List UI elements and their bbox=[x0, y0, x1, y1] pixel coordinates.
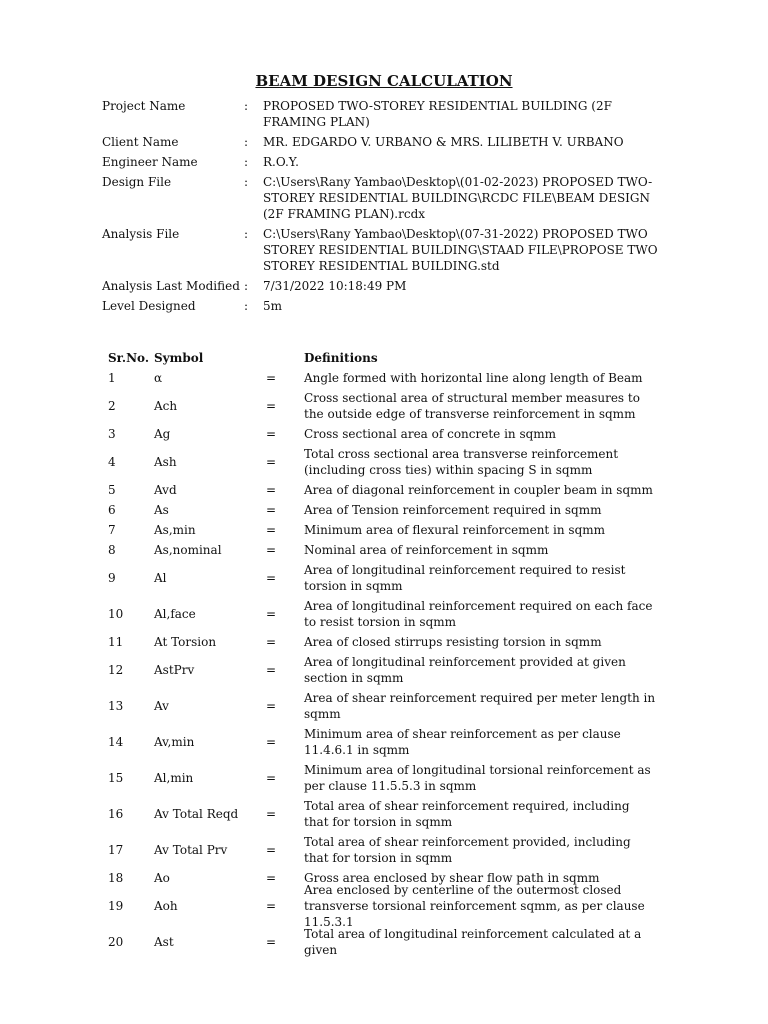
row-definition: Angle formed with horizontal line along length of Beam bbox=[304, 371, 643, 385]
info-value: C:\Users\Rany Yambao\Desktop\(07-31-2022) PROPOSED TWO STOREY RESIDENTIAL BUILDING\STAAD FILE\PROPOSE TWO STOREY RESIDENTIAL BUILDING.std bbox=[263, 227, 658, 273]
row-definition: Cross sectional area of concrete in sqmm bbox=[304, 427, 557, 441]
table-row bbox=[108, 480, 656, 500]
project-info-table bbox=[102, 98, 662, 318]
table-row bbox=[108, 796, 656, 832]
table-row bbox=[108, 368, 656, 388]
row-definition: Total area of shear reinforcement provided, including that for torsion in sqmm bbox=[304, 835, 631, 865]
definitions-header bbox=[108, 348, 656, 368]
table-row bbox=[108, 760, 656, 796]
row-number: 6 bbox=[108, 503, 116, 517]
table-row bbox=[108, 724, 656, 760]
info-label: Engineer Name bbox=[102, 155, 198, 169]
info-row bbox=[102, 174, 662, 226]
row-number: 4 bbox=[108, 455, 116, 469]
info-label: Client Name bbox=[102, 135, 179, 149]
table-row bbox=[108, 424, 656, 444]
row-number: 5 bbox=[108, 483, 116, 497]
row-equals: = bbox=[266, 455, 277, 469]
row-symbol: Ag bbox=[154, 427, 171, 441]
row-equals: = bbox=[266, 523, 277, 537]
info-value: C:\Users\Rany Yambao\Desktop\(01-02-2023) PROPOSED TWO-STOREY RESIDENTIAL BUILDING\RCDC FILE\BEAM DESIGN (2F FRAMING PLAN).rcdx bbox=[263, 175, 653, 221]
row-equals: = bbox=[266, 427, 277, 441]
row-definition: Gross area enclosed by shear flow path in sqmm bbox=[304, 871, 600, 885]
row-symbol: Al,min bbox=[154, 771, 194, 785]
row-equals: = bbox=[266, 899, 277, 913]
row-symbol: Ao bbox=[154, 871, 170, 885]
row-number: 11 bbox=[108, 635, 124, 649]
info-label: Analysis Last Modified bbox=[102, 279, 240, 293]
row-symbol: As,min bbox=[154, 523, 196, 537]
row-number: 1 bbox=[108, 371, 116, 385]
info-row bbox=[102, 154, 662, 174]
row-equals: = bbox=[266, 771, 277, 785]
row-number: 19 bbox=[108, 899, 124, 913]
table-row bbox=[108, 520, 656, 540]
row-definition: Area of longitudinal reinforcement required on each face to resist torsion in sqmm bbox=[304, 599, 653, 629]
info-row bbox=[102, 226, 662, 278]
row-definition: Total area of shear reinforcement required, including that for torsion in sqmm bbox=[304, 799, 630, 829]
table-row bbox=[108, 924, 656, 960]
table-row bbox=[108, 652, 656, 688]
info-colon: : bbox=[244, 135, 249, 149]
info-row bbox=[102, 298, 662, 318]
row-number: 12 bbox=[108, 663, 124, 677]
row-definition: Minimum area of flexural reinforcement in sqmm bbox=[304, 523, 606, 537]
info-label: Analysis File bbox=[102, 227, 180, 241]
row-symbol: At Torsion bbox=[154, 635, 217, 649]
info-colon: : bbox=[244, 99, 249, 113]
table-row bbox=[108, 596, 656, 632]
row-definition: Minimum area of longitudinal torsional reinforcement as per clause 11.5.5.3 in sqmm bbox=[304, 763, 651, 793]
table-row bbox=[108, 500, 656, 520]
info-row bbox=[102, 278, 662, 298]
row-symbol: Aoh bbox=[154, 899, 178, 913]
row-number: 3 bbox=[108, 427, 116, 441]
row-equals: = bbox=[266, 843, 277, 857]
row-equals: = bbox=[266, 935, 277, 949]
row-symbol: Al,face bbox=[154, 607, 196, 621]
row-equals: = bbox=[266, 399, 277, 413]
row-definition: Area of Tension reinforcement required in sqmm bbox=[304, 503, 602, 517]
row-equals: = bbox=[266, 663, 277, 677]
row-equals: = bbox=[266, 871, 277, 885]
row-symbol: As,nominal bbox=[154, 543, 222, 557]
row-definition: Area of diagonal reinforcement in coupler beam in sqmm bbox=[304, 483, 653, 497]
table-row bbox=[108, 540, 656, 560]
row-definition: Cross sectional area of structural member measures to the outside edge of transverse reinforcement in sqmm bbox=[304, 391, 640, 421]
row-equals: = bbox=[266, 735, 277, 749]
row-number: 10 bbox=[108, 607, 124, 621]
row-definition: Area of closed stirrups resisting torsion in sqmm bbox=[304, 635, 602, 649]
info-row bbox=[102, 98, 662, 134]
row-symbol: Ast bbox=[154, 935, 174, 949]
definitions-table bbox=[108, 348, 656, 960]
info-colon: : bbox=[244, 299, 249, 313]
table-row bbox=[108, 632, 656, 652]
info-label: Design File bbox=[102, 175, 172, 189]
info-colon: : bbox=[244, 279, 249, 293]
row-number: 16 bbox=[108, 807, 124, 821]
row-definition: Total area of longitudinal reinforcement calculated at a given bbox=[304, 927, 642, 957]
row-number: 9 bbox=[108, 571, 116, 585]
row-equals: = bbox=[266, 571, 277, 585]
row-equals: = bbox=[266, 503, 277, 517]
table-row bbox=[108, 832, 656, 868]
row-number: 13 bbox=[108, 699, 124, 713]
row-definition: Nominal area of reinforcement in sqmm bbox=[304, 543, 549, 557]
row-symbol: Ash bbox=[154, 455, 177, 469]
row-equals: = bbox=[266, 635, 277, 649]
row-symbol: Av Total Reqd bbox=[154, 807, 239, 821]
info-colon: : bbox=[244, 155, 249, 169]
row-symbol: Av bbox=[154, 699, 169, 713]
info-value: MR. EDGARDO V. URBANO & MRS. LILIBETH V. URBANO bbox=[263, 135, 624, 149]
row-definition: Area of longitudinal reinforcement provided at given section in sqmm bbox=[304, 655, 626, 685]
info-row bbox=[102, 134, 662, 154]
table-row bbox=[108, 388, 656, 424]
info-label: Project Name bbox=[102, 99, 186, 113]
info-colon: : bbox=[244, 175, 249, 189]
info-label: Level Designed bbox=[102, 299, 196, 313]
row-symbol: Avd bbox=[154, 483, 177, 497]
row-symbol: Av,min bbox=[154, 735, 195, 749]
info-value: R.O.Y. bbox=[263, 155, 299, 169]
row-number: 8 bbox=[108, 543, 116, 557]
row-number: 20 bbox=[108, 935, 124, 949]
header-definitions: Definitions bbox=[304, 351, 378, 365]
row-symbol: Av Total Prv bbox=[154, 843, 228, 857]
row-equals: = bbox=[266, 483, 277, 497]
table-row bbox=[108, 688, 656, 724]
row-symbol: Al bbox=[154, 571, 167, 585]
row-definition: Minimum area of shear reinforcement as per clause 11.4.6.1 in sqmm bbox=[304, 727, 621, 757]
info-value: 5m bbox=[263, 299, 283, 313]
row-definition: Area of shear reinforcement required per meter length in sqmm bbox=[304, 691, 656, 721]
header-sr-no: Sr.No. bbox=[108, 351, 150, 365]
row-number: 7 bbox=[108, 523, 116, 537]
row-symbol: AstPrv bbox=[154, 663, 195, 677]
row-equals: = bbox=[266, 543, 277, 557]
row-definition: Total cross sectional area transverse reinforcement (including cross ties) within spacing S in sqmm bbox=[304, 447, 619, 477]
info-value: PROPOSED TWO-STOREY RESIDENTIAL BUILDING (2F FRAMING PLAN) bbox=[263, 99, 612, 129]
row-number: 18 bbox=[108, 871, 124, 885]
document-title: BEAM DESIGN CALCULATION bbox=[255, 72, 513, 90]
row-number: 15 bbox=[108, 771, 124, 785]
row-equals: = bbox=[266, 371, 277, 385]
row-number: 2 bbox=[108, 399, 116, 413]
row-equals: = bbox=[266, 807, 277, 821]
header-symbol: Symbol bbox=[154, 351, 204, 365]
table-row bbox=[108, 444, 656, 480]
row-equals: = bbox=[266, 699, 277, 713]
row-number: 14 bbox=[108, 735, 124, 749]
row-symbol: Ach bbox=[154, 399, 178, 413]
row-symbol: As bbox=[154, 503, 169, 517]
row-definition: Area of longitudinal reinforcement required to resist torsion in sqmm bbox=[304, 563, 626, 593]
table-row bbox=[108, 883, 656, 929]
row-symbol: α bbox=[154, 371, 163, 385]
info-colon: : bbox=[244, 227, 249, 241]
row-equals: = bbox=[266, 607, 277, 621]
row-number: 17 bbox=[108, 843, 124, 857]
row-definition: Area enclosed by centerline of the outermost closed transverse torsional reinforcement sqmm, as per clause 11.5.3.1 bbox=[304, 883, 645, 929]
table-row bbox=[108, 560, 656, 596]
info-value: 7/31/2022 10:18:49 PM bbox=[263, 279, 407, 293]
